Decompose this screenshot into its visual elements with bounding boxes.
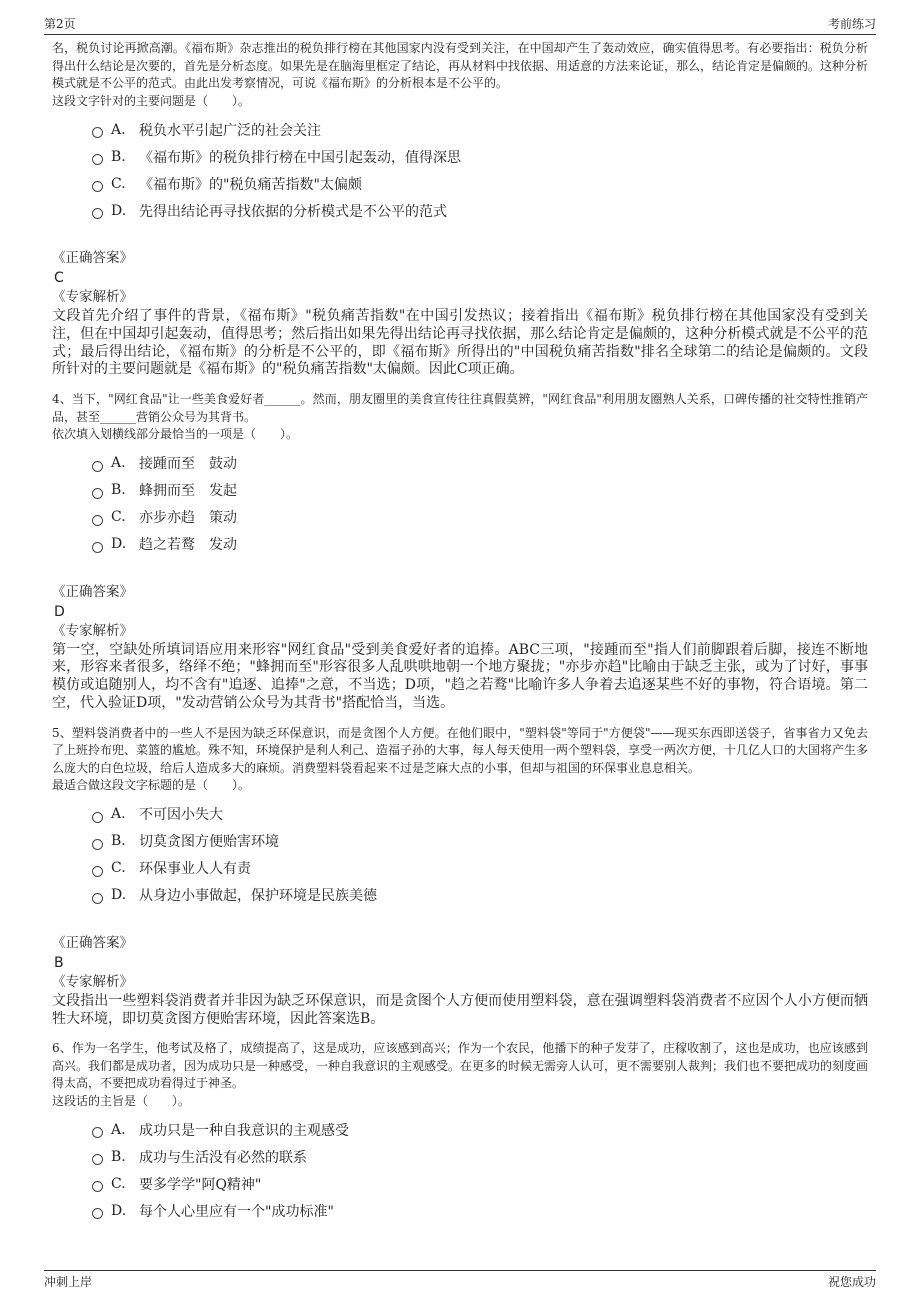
radio-icon[interactable] — [92, 1208, 103, 1219]
option-a[interactable]: A. 不可因小失大 — [92, 801, 868, 828]
answer-value: B — [54, 954, 64, 971]
question-text: 5、塑料袋消费者中的一些人不是因为缺乏环保意识，而是贪图个人方便。在他们眼中，"塑料袋"等同于"方便袋"——现买东西即送袋子，省事省力又免去了上班拎布兜、菜篮的尴尬。殊不知，环境保护是利人利己、造福子孙的大事，每人每天使用一两个塑料袋，享受一两次方便，十几亿人口的大国将产生多么庞大的白色垃圾，给后人造成多大的麻烦。消费塑料袋看起来不过是芝麻大点的小事，但却与祖国的环保事业息息相关。 — [52, 725, 869, 775]
analysis-text: 文段首先介绍了事件的背景，《福布斯》"税负痛苦指数"在中国引发热议；接着指出《福布斯》税负排行榜在其他国家没有受到关注，但在中国却引起轰动，值得思考；然后指出如果先得出结论再寻找依据，那么结论肯定是偏颇的，这种分析模式就是不公平的范式；最后得出结论，《福布斯》的分析是不公平的，即《福布斯》所得出的"中国税负痛苦指数"排名全球第二的结论是偏颇的。文段所针对的主要问题就是《福布斯》的"税负痛苦指数"太偏颇。因此C项正确。 — [52, 308, 868, 378]
radio-icon[interactable] — [92, 812, 103, 823]
question-prompt: 这段话的主旨是（ ）。 — [52, 1093, 191, 1108]
answer-value: D — [54, 603, 65, 620]
analysis-label: 《专家解析》 — [52, 622, 133, 639]
answer-label: 《正确答案》 — [52, 250, 133, 266]
page-content — [52, 40, 868, 1224]
radio-icon[interactable] — [92, 1154, 103, 1165]
radio-icon[interactable] — [92, 461, 103, 472]
question-prompt: 依次填入划横线部分最恰当的一项是（ ）。 — [52, 427, 299, 442]
analysis-text: 文段指出一些塑料袋消费者并非因为缺乏环保意识，而是贪图个人方便而使用塑料袋，意在强调塑料袋消费者不应因个人小方便而牺牲大环境，即切莫贪图方便贻害环境，因此答案选B。 — [52, 992, 868, 1027]
answer-value: C — [54, 270, 64, 286]
footer-right: 祝您成功 — [827, 1275, 876, 1289]
option-a[interactable]: A. 成功只是一种自我意识的主观感受 — [92, 1116, 868, 1143]
option-b[interactable]: B. 成功与生活没有必然的联系 — [92, 1143, 868, 1170]
options-list — [92, 801, 868, 909]
radio-icon[interactable] — [92, 866, 103, 877]
answer-block — [52, 933, 868, 1029]
radio-icon[interactable] — [92, 1127, 103, 1138]
radio-icon[interactable] — [92, 154, 103, 165]
option-c[interactable]: C. 《福布斯》的"税负痛苦指数"太偏颇 — [92, 170, 868, 197]
footer-left: 冲刺上岸 — [44, 1275, 93, 1289]
option-d[interactable]: D. 从身边小事做起，保护环境是民族美德 — [92, 882, 868, 909]
analysis-text: 第一空，空缺处所填词语应用来形容"网红食品"受到美食爱好者的追捧。ABC三项，"接踵而至"指人们前脚跟着后脚，接连不断地来，形容来者很多，络绎不绝；"蜂拥而至"形容很多人乱哄哄地朝一个地方聚拢；"亦步亦趋"比喻由于缺乏主张，或为了讨好，事事模仿或追随别人，均不含有"追逐、追捧"之意，不当选；D项，"趋之若鹜"比喻许多人争着去追逐某些不好的事物，符合语境。第二空，代入验证D项，"发动营销公众号为其背书"搭配恰当，当选。 — [52, 641, 868, 712]
option-b[interactable]: B. 切莫贪图方便贻害环境 — [92, 828, 868, 855]
option-b[interactable]: B. 《福布斯》的税负排行榜在中国引起轰动，值得深思 — [92, 143, 868, 170]
radio-icon[interactable] — [92, 127, 103, 138]
answer-block — [52, 582, 868, 713]
option-c[interactable]: C. 要多学学"阿Q精神" — [92, 1170, 868, 1197]
option-c[interactable]: C. 亦步亦趋 策动 — [92, 504, 868, 531]
options-list — [92, 1116, 868, 1224]
answer-block — [52, 248, 868, 379]
question-3 — [52, 40, 868, 379]
option-a[interactable]: A. 接踵而至 鼓动 — [92, 450, 868, 477]
options-list — [92, 116, 868, 224]
radio-icon[interactable] — [92, 208, 103, 219]
option-d[interactable]: D. 先得出结论再寻找依据的分析模式是不公平的范式 — [92, 197, 868, 224]
option-b[interactable]: B. 蜂拥而至 发起 — [92, 477, 868, 504]
question-prompt: 最适合做这段文字标题的是（ ）。 — [52, 778, 251, 793]
radio-icon[interactable] — [92, 542, 103, 553]
analysis-label: 《专家解析》 — [52, 289, 133, 305]
watermark: zixin.com.cn — [400, 580, 774, 640]
page-footer — [44, 1270, 876, 1290]
radio-icon[interactable] — [92, 893, 103, 904]
question-text: 名，税负讨论再掀高潮。《福布斯》杂志推出的税负排行榜在其他国家内没有受到关注，在中国却产生了轰动效应，确实值得思考。有必要指出：税负分析得出什么结论是次要的，首先是分析态度。如果先是在脑海里框定了结论，再从材料中找依据、用适意的方法来论证，那么，结论肯定是偏颇的。这种分析模式就是不公平的范式。由此出发考察情况，可说《福布斯》的分析根本是不公平的。 — [52, 41, 869, 90]
option-c[interactable]: C. 环保事业人人有责 — [92, 855, 868, 882]
radio-icon[interactable] — [92, 515, 103, 526]
question-text: 4、当下，"网红食品"让一些美食爱好者______。然而，朋友圈里的美食宣传往往真假莫辨，"网红食品"利用朋友圈熟人关系，口碑传播的社交特性推销产品，甚至______营销公众号为其背书。 — [52, 392, 868, 424]
radio-icon[interactable] — [92, 488, 103, 499]
option-a[interactable]: A. 税负水平引起广泛的社会关注 — [92, 116, 868, 143]
radio-icon[interactable] — [92, 181, 103, 192]
page-header — [44, 10, 876, 35]
question-5 — [52, 725, 868, 1029]
option-d[interactable]: D. 每个人心里应有一个"成功标准" — [92, 1197, 868, 1224]
question-6 — [52, 1040, 868, 1224]
question-prompt: 这段文字针对的主要问题是（ ）。 — [52, 93, 251, 108]
page-number: 第2页 — [44, 17, 76, 31]
radio-icon[interactable] — [92, 1181, 103, 1192]
question-4 — [52, 391, 868, 713]
analysis-label: 《专家解析》 — [52, 973, 133, 990]
header-title: 考前练习 — [827, 17, 876, 31]
answer-label: 《正确答案》 — [52, 934, 133, 951]
question-text: 6、作为一名学生，他考试及格了，成绩提高了，这是成功，应该感到高兴；作为一个农民，他播下的种子发芽了，庄稼收割了，这也是成功，也应该感到高兴。我们都是成功者，因为成功只是一种感受，一种自我意识的主观感受。在更多的时候无需旁人认可，更不需要别人裁判；我们也不要把成功的刻度画得太高，不要把成功看得过于神圣。 — [52, 1041, 869, 1091]
options-list — [92, 450, 868, 558]
answer-label: 《正确答案》 — [52, 583, 133, 600]
radio-icon[interactable] — [92, 839, 103, 850]
option-d[interactable]: D. 趋之若鹜 发动 — [92, 531, 868, 558]
